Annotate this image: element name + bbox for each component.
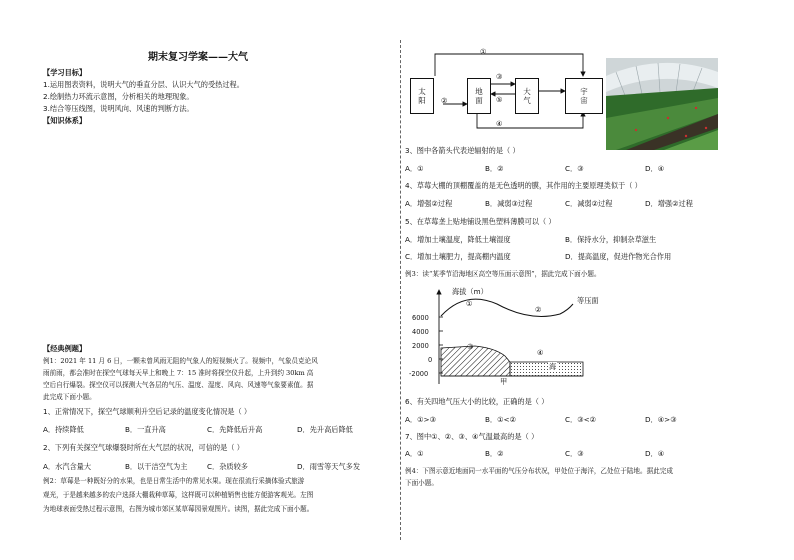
ytick-0: 0 [428,356,433,364]
q4-option-b[interactable]: B．减弱③过程 [485,199,533,208]
q1-option-a[interactable]: A．持续降低 [43,425,84,434]
question-4-options [405,199,725,209]
q6-option-d[interactable]: D．④>③ [645,415,677,424]
chart-ylabel: 海拔（m） [452,287,488,296]
goals-header: 【学习目标】 [43,68,87,77]
example-1-line-4: 此完成下面小题。 [43,393,96,401]
box-space: 宇 宙 [565,78,603,114]
arrow-label-5: ⑤ [496,95,503,104]
q5-option-c[interactable]: C．增加土壤肥力，提高棚内温度 [405,252,511,261]
example-4-line-2: 下面小题。 [405,479,438,487]
question-5-options-row-2 [405,252,725,262]
q6-option-a[interactable]: A．①>③ [405,415,437,424]
ytick-6000: 6000 [412,314,429,322]
sea-label: 海 [549,362,557,371]
q3-option-d[interactable]: D．④ [645,164,665,173]
box-sun: 太 阳 [410,78,434,114]
goal-3: 3.结合等压线图，说明风向、风速的判断方法。 [43,104,194,113]
q7-option-a[interactable]: A．① [405,449,424,458]
isobar-label: 等压面 [577,296,599,305]
arrow-label-3: ③ [496,72,503,81]
goal-1: 1.运用图表资料，说明大气的垂直分层、认识大气的受热过程。 [43,80,244,89]
q3-option-a[interactable]: A．① [405,164,424,173]
point-1: ① [466,299,473,308]
q1-option-c[interactable]: C．先降低后升高 [207,425,263,434]
arrow-4 [477,112,583,128]
knowledge-header: 【知识体系】 [43,116,87,125]
q7-option-d[interactable]: D．④ [645,449,665,458]
q5-option-d[interactable]: D．提高温度，促进作物光合作用 [565,252,672,261]
question-6: 6、有关四地气压大小的比较，正确的是（ ） [405,397,549,406]
ytick-4000: 4000 [412,328,429,336]
q2-option-d[interactable]: D．雨雪等天气多发 [297,462,361,471]
question-2: 2、下列有关探空气球爆裂时所在大气层的状况，可信的是（ ） [43,443,244,452]
arrow-label-2: ② [441,96,448,105]
sea-area [510,362,583,376]
example-2-line-1: 例2：草莓是一种既好分的水果，也是日常生活中的常见水果。现在很流行采摘体验式旅游 [43,477,305,485]
q3-option-c[interactable]: C．③ [565,164,584,173]
question-2-options [43,462,377,472]
isobaric-surface-line [441,299,573,316]
q7-option-b[interactable]: B．② [485,449,504,458]
point-2: ② [535,305,542,314]
question-7-options [405,449,725,459]
q2-option-c[interactable]: C．杂质较多 [207,462,248,471]
place-label: 甲 [500,377,508,386]
question-6-options [405,415,725,425]
q4-option-c[interactable]: C．减弱②过程 [565,199,613,208]
greenhouse-photo [606,58,718,150]
point-4: ④ [537,348,544,357]
example-1-line-1: 例1：2021 年 11 月 6 日，一颗未曾风雨无阻的气象人的短视频火了。视频中，气象员克论风 [43,357,318,365]
land-area [441,346,510,376]
examples-header: 【经典例题】 [43,344,87,353]
ytick-neg2000: -2000 [409,370,429,378]
point-3: ③ [467,342,474,351]
page-title: 期末复习学案——大气 [148,52,248,63]
example-2-line-2: 观光，于是越来越多的农户选择大棚栽种草莓，这样既可以种植销售也能方便游客观光。左图 [43,491,314,499]
question-4: 4、草莓大棚的顶棚覆盖的是无色透明的膜，其作用的主要原理类似于（ ） [405,181,642,190]
q6-option-b[interactable]: B．①<② [485,415,517,424]
box-atmosphere: 大 气 [515,78,539,114]
question-3-options [405,164,725,174]
example-2-line-3: 为地球表面受热过程示意图，右图为城市郊区某草莓园景观图片。读图，据此完成下面小题。 [43,505,314,513]
question-1-options [43,425,377,435]
q7-option-c[interactable]: C．③ [565,449,584,458]
q1-option-b[interactable]: B．一直升高 [125,425,166,434]
q6-option-c[interactable]: C．③<② [565,415,597,424]
q2-option-b[interactable]: B．以干洁空气为主 [125,462,188,471]
q5-option-a[interactable]: A．增加土壤温度，降低土壤湿度 [405,235,511,244]
ytick-2000: 2000 [412,342,429,350]
question-3: 3、图中各箭头代表逆辐射的是（ ） [405,146,520,155]
example-3: 例3：读“某季节沿海地区高空等压面示意图”，据此完成下面小题。 [405,270,601,278]
q4-option-a[interactable]: A．增强②过程 [405,199,453,208]
goal-2: 2.绘制热力环流示意图，分析相关的地理现象。 [43,92,194,101]
example-1-line-3: 空后自行爆裂。探空仪可以探测大气各层的气压、温度、湿度、风向、风速等气象要素值。据 [43,381,314,389]
q1-option-d[interactable]: D．先升高后降低 [297,425,353,434]
box-ground: 地 面 [467,78,491,114]
question-5: 5、在草莓垄上贴地铺设黑色塑料薄膜可以（ ） [405,217,556,226]
column-divider [400,40,401,540]
question-5-options-row-1 [405,235,725,245]
arrow-1 [435,54,583,76]
arrow-label-1: ① [480,47,487,56]
question-7: 7、图中①、②、③、④气温最高的是（ ） [405,432,539,441]
arrow-label-4: ④ [496,119,503,128]
example-1-line-2: 雨前雨，都会准时在探空气球每天早上和晚上 7：15 准时将探空仪升起，上升到约 30km 高 [43,369,314,377]
q5-option-b[interactable]: B．保持水分，抑制杂草滋生 [565,235,657,244]
question-1: 1、正常情况下，探空气球顺利升空后记录的温度变化情况是（ ） [43,407,252,416]
example-4-line-1: 例4：下图示意近地面同一水平面的气压分布状况，甲处位于海洋，乙处位于陆地。据此完成 [405,467,673,475]
q3-option-b[interactable]: B．② [485,164,504,173]
q2-option-a[interactable]: A．水汽含量大 [43,462,92,471]
q4-option-d[interactable]: D．增强②过程 [645,199,693,208]
